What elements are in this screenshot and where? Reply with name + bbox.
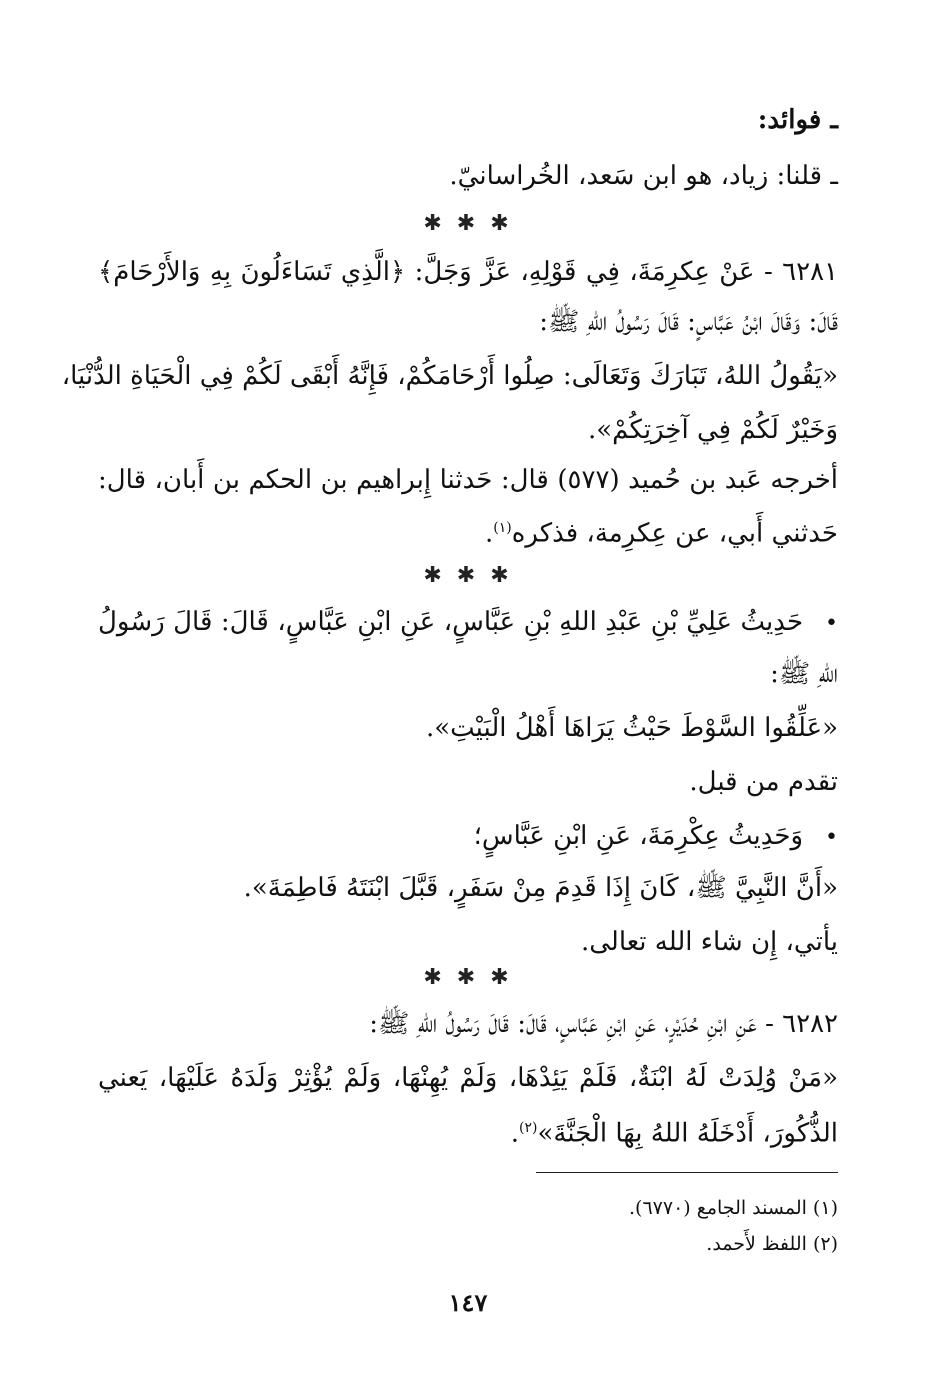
- footnote-1: (١) المسند الجامع (٦٧٧٠).: [629, 1197, 838, 1219]
- takhrij-text: حَدثني أَبي، عن عِكرِمة، فذكره: [511, 518, 838, 549]
- footnote-2: (٢) اللفظ لأَحمد.: [706, 1233, 838, 1255]
- fawaid-text: ـ قلنا: زياد، هو ابن سَعد، الخُراسانيّ.: [449, 161, 838, 191]
- footnote-ref-2: (٢): [519, 1120, 538, 1136]
- period: .: [485, 518, 494, 549]
- hadith-ali-line1: [98, 602, 838, 644]
- hadith-6281-line1: ٦٢٨١ - عَنْ عِكرِمَةَ، فِي قَوْلِهِ، عَزَّ وَجَلَّ: ﴿الَّذِي تَسَاءَلُونَ بِهِ وَالأَرْحَامَ﴾: [98, 257, 838, 287]
- hadith-ikrima-line1: [98, 816, 838, 858]
- hadith-6281-text2: وَخَيْرٌ لَكُمْ فِي آخِرَتِكُمْ».: [587, 415, 838, 445]
- hadith-6281-line2: قَالَ: وَقَالَ ابْنُ عَبَّاسٍ: قَالَ رَسُولُ اللهِ ﷺ:: [539, 307, 838, 337]
- bullet-icon: •: [825, 825, 838, 850]
- fawaid-heading: ـ فوائد:: [757, 105, 838, 135]
- hadith-ali-note: تقدم من قبل.: [689, 767, 838, 797]
- hadith-6281-text1: «يَقُولُ اللهُ، تَبَارَكَ وَتَعَالَى: صِلُوا أَرْحَامَكُمْ، فَإِنَّهُ أَبْقَى لَكُمْ فِي الْحَيَاةِ الدُّنْيَا،: [61, 361, 838, 391]
- footnote-divider: [536, 1172, 838, 1173]
- period: .: [510, 1118, 520, 1149]
- hadith-6281-takhrij1: أخرجه عَبد بن حُميد (٥٧٧) قال: حَدثنا إِبراهيم بن الحكم بن أَبان، قال:: [98, 465, 838, 495]
- section-separator: ✱ ✱ ✱: [423, 211, 513, 236]
- page-number: ١٤٧: [448, 1288, 488, 1317]
- hadith-ikrima-note: يأتي، إِن شاء الله تعالى.: [580, 927, 838, 957]
- hadith-ikrima-text: «أَنَّ النَّبِيَّ ﷺ، كَانَ إِذَا قَدِمَ مِنْ سَفَرٍ، قَبَّلَ ابْنَتَهُ فَاطِمَةَ».: [243, 873, 838, 903]
- section-separator: ✱ ✱ ✱: [423, 965, 513, 990]
- hadith-6282-text2-body: الذُّكُورَ، أَدْخَلَهُ اللهُ بِهَا الْجَنَّةَ»: [537, 1118, 838, 1149]
- hadith-ali-text: «عَلِّقُوا السَّوْطَ حَيْثُ يَرَاهَا أَهْلُ الْبَيْتِ».: [425, 713, 838, 743]
- hadith-6282-text1: «مَنْ وُلِدَتْ لَهُ ابْنَةٌ، فَلَمْ يَئِدْهَا، وَلَمْ يُهِنْهَا، وَلَمْ يُؤْثِرْ وَلَدَهُ عَلَيْهَا، يَعني: [98, 1063, 838, 1093]
- hadith-6282-text2: [98, 1108, 838, 1154]
- hadith-ikrima-heading: وَحَدِيثُ عِكْرِمَةَ، عَنِ ابْنِ عَبَّاسٍ؛: [473, 821, 804, 851]
- hadith-ali-heading: حَدِيثُ عَلِيِّ بْنِ عَبْدِ اللهِ بْنِ عَبَّاسٍ، عَنِ ابْنِ عَبَّاسٍ، قَالَ: قَالَ رَسُولُ: [98, 607, 804, 637]
- hadith-ali-line2: اللهِ ﷺ:: [770, 659, 838, 689]
- hadith-6282-line1: ٦٢٨٢ - عَنِ ابْنِ حُدَيْرٍ، عَنِ ابْنِ عَبَّاسٍ، قَالَ: قَالَ رَسُولُ اللهِ ﷺ:: [369, 1009, 838, 1039]
- footnote-ref-1: (١): [493, 520, 512, 536]
- section-separator: ✱ ✱ ✱: [423, 563, 513, 588]
- hadith-6281-takhrij2: [98, 508, 838, 554]
- bullet-icon: •: [825, 611, 838, 636]
